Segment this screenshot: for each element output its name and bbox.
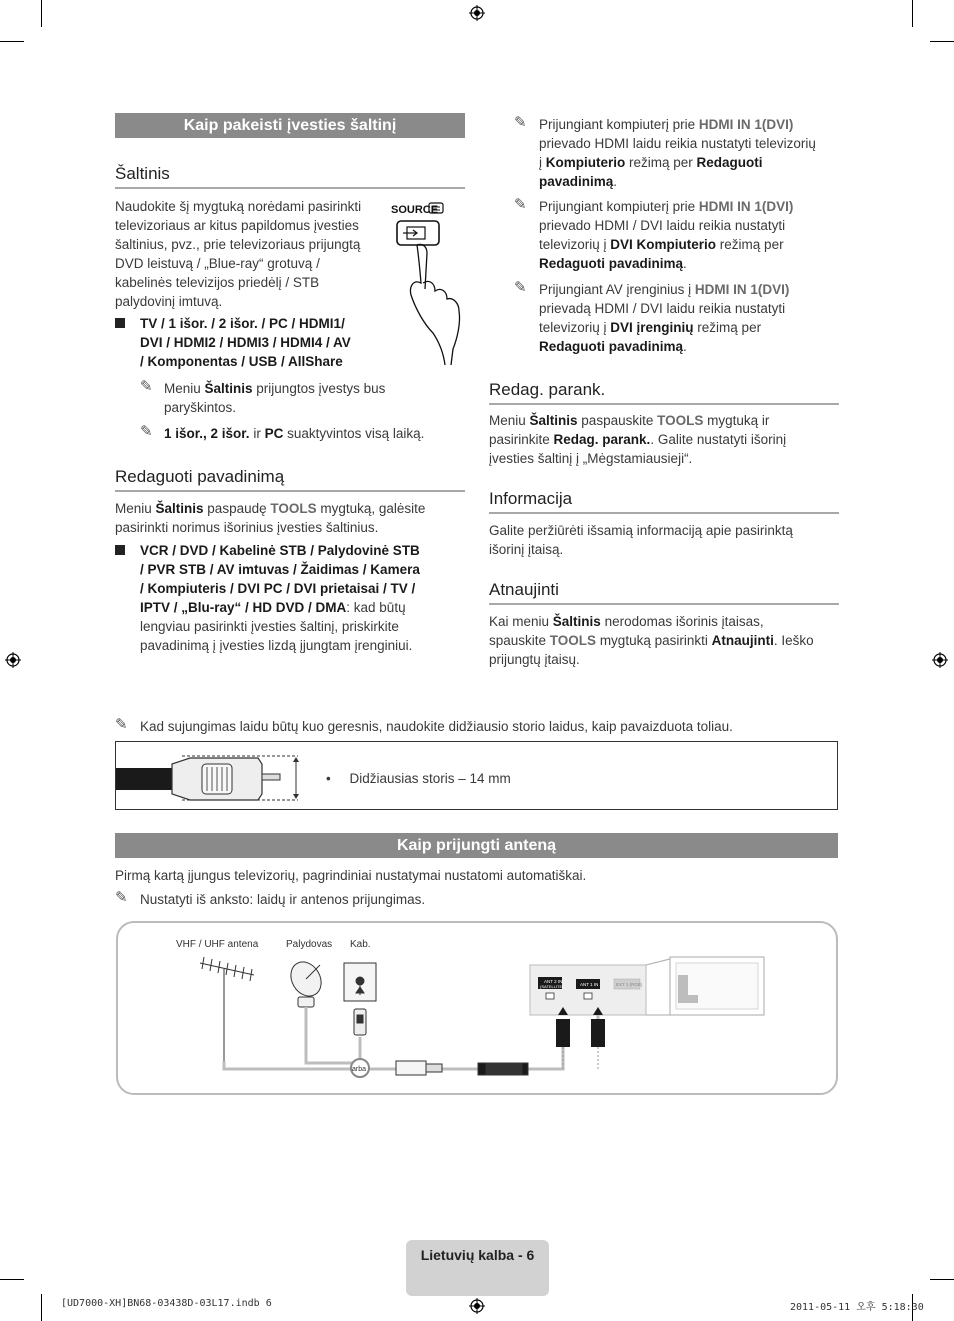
ant1-port-label: ANT 1 IN xyxy=(580,982,599,987)
saltinis-note-2: 1 išor., 2 išor. ir PC suaktyvintos visą laiką. xyxy=(164,426,425,441)
crop-mark xyxy=(930,41,954,42)
satellite-dish-icon xyxy=(285,956,327,1007)
antenna-note: Nustatyti iš anksto: laidų ir antenos prijungimas. xyxy=(140,892,426,907)
or-label: arba xyxy=(352,1066,367,1073)
crop-mark xyxy=(0,41,24,42)
antenna-connection-illustration xyxy=(118,923,836,1093)
cable-thickness-bullet: • Didžiausias storis – 14 mm xyxy=(326,771,511,786)
hdmi-note-1: Prijungiant kompiuterį prie HDMI IN 1(DVI) prievado HDMI laidu reikia nustatyti televizorių į Kompiuterio režimą per Redaguoti pavadinimą. xyxy=(539,117,816,189)
redaguoti-intro: Meniu Šaltinis paspaudę TOOLS mygtuką, galėsite pasirinkti norimus išorinius įvesties šaltinius. xyxy=(115,501,426,535)
hdmi-note-2: Prijungiant kompiuterį prie HDMI IN 1(DVI) prievado HDMI / DVI laidu reikia nustatyti televizorių į DVI Kompiuterio režimą per Redaguoti pavadinimą. xyxy=(539,199,794,271)
antenna-intro: Pirmą kartą įjungus televizorių, pagrindiniai nustatymai nustatomi automatiškai. xyxy=(115,868,587,883)
bullet-square xyxy=(115,318,125,328)
registration-mark-icon xyxy=(469,1298,485,1314)
redag-parank-text: Meniu Šaltinis paspauskite TOOLS mygtuką ir pasirinkite Redag. parank.. Galite nustatyti išorinį įvesties šaltinį į „Mėgstamiausieji“. xyxy=(489,413,787,466)
antenna-icon xyxy=(200,957,254,1061)
registration-mark-icon xyxy=(5,652,21,668)
subheading-saltinis: Šaltinis xyxy=(115,164,465,189)
hdmi-note-3: Prijungiant AV įrenginius į HDMI IN 1(DVI) prievadą HDMI / DVI laidu reikia nustatyti televizorių į DVI įrenginių režimą per Redaguoti pavadinimą. xyxy=(539,282,790,354)
informacija-text: Galite peržiūrėti išsamią informaciją apie pasirinktą išorinį įtaisą. xyxy=(489,523,793,557)
saltinis-intro: Naudokite šį mygtuką norėdami pasirinkti televizoriaus ar kitus papildomus įvesties šaltinius, pvz., prie televizoriaus prijungtą DVD leistuvą / „Blue-ray“ grotuvą / kabelinės televizijos priedėlį / STB palydovinį imtuvą. xyxy=(115,199,362,309)
note-pencil-icon: ✎ xyxy=(115,716,128,733)
note-pencil-icon: ✎ xyxy=(140,378,153,395)
crop-mark xyxy=(0,1279,24,1280)
crop-mark xyxy=(930,1279,954,1280)
cable-plug-icon xyxy=(116,742,316,809)
antenna-diagram xyxy=(116,921,838,1095)
page-number-tab: Lietuvių kalba - 6 xyxy=(406,1240,549,1296)
note-pencil-icon: ✎ xyxy=(514,114,527,131)
connector-plug xyxy=(354,1009,366,1035)
device-name-list: VCR / DVD / Kabelinė STB / Palydovinė STB / PVR STB / AV imtuvas / Žaidimas / Kamera / Kompiuteris / DVI PC / DVI prietaisai / TV / IPTV / „Blu-ray“ / HD DVD / DMA: kad būtų lengviau pasirinkti įvesties šaltinį, priskirkite pavadinimą į įvesties lizdą įjungtam įrenginiui. xyxy=(140,543,420,653)
section-header-antenna: Kaip prijungti anteną xyxy=(115,833,838,858)
section-header-source: Kaip pakeisti įvesties šaltinį xyxy=(115,113,465,138)
crop-mark xyxy=(41,0,42,27)
crop-mark xyxy=(41,1294,42,1321)
registration-mark-icon xyxy=(469,5,485,21)
subheading-atnaujinti: Atnaujinti xyxy=(489,580,839,605)
wall-outlet-icon xyxy=(344,963,376,1001)
atnaujinti-text: Kai meniu Šaltinis nerodomas išorinis įtaisas, spauskite TOOLS mygtuką pasirinkti Atnaujinti. Ieško prijungtų įtaisų. xyxy=(489,614,814,667)
cable-lines xyxy=(224,1007,598,1069)
note-pencil-icon: ✎ xyxy=(140,423,153,440)
crop-mark xyxy=(912,0,913,27)
bullet-square xyxy=(115,545,125,555)
note-pencil-icon: ✎ xyxy=(514,196,527,213)
subheading-informacija: Informacija xyxy=(489,489,839,514)
hand-pressing-button-icon xyxy=(389,199,465,367)
source-button-illustration xyxy=(389,199,465,367)
note-pencil-icon: ✎ xyxy=(514,279,527,296)
ant2-port-label: ANT 2 IN xyxy=(544,979,563,984)
ant2-port-sub-label: (SATELLITE) xyxy=(540,984,564,989)
cable-thickness-box xyxy=(115,741,838,810)
ext-port-label: EXT 1 (RGB) xyxy=(616,982,643,987)
subheading-redaguoti: Redaguoti pavadinimą xyxy=(115,467,465,492)
source-list: TV / 1 išor. / 2 išor. / PC / HDMI1/ DVI / HDMI2 / HDMI3 / HDMI4 / AV / Komponentas / USB / AllShare xyxy=(140,316,351,369)
date-imprint: 2011-05-11 오후 5:18:30 xyxy=(790,1302,924,1313)
satellite-label: Palydovas xyxy=(286,939,333,950)
tv-back-thumbnail xyxy=(646,957,764,1015)
saltinis-note-1: Meniu Šaltinis prijungtos įvestys bus paryškintos. xyxy=(164,381,386,415)
note-pencil-icon: ✎ xyxy=(115,889,128,906)
subheading-redag-parank: Redag. parank. xyxy=(489,380,839,405)
vhf-uhf-label: VHF / UHF antena xyxy=(176,939,259,950)
file-imprint: [UD7000-XH]BN68-03438D-03L17.indb 6 xyxy=(61,1298,272,1309)
tv-port-panel xyxy=(530,965,646,1015)
cable-note: Kad sujungimas laidu būtų kuo geresnis, naudokite didžiausio storio laidus, kaip pavaizduota toliau. xyxy=(140,719,733,734)
registration-mark-icon xyxy=(932,652,948,668)
source-label: SOURCE xyxy=(391,204,439,216)
cable-label: Kab. xyxy=(350,939,371,950)
